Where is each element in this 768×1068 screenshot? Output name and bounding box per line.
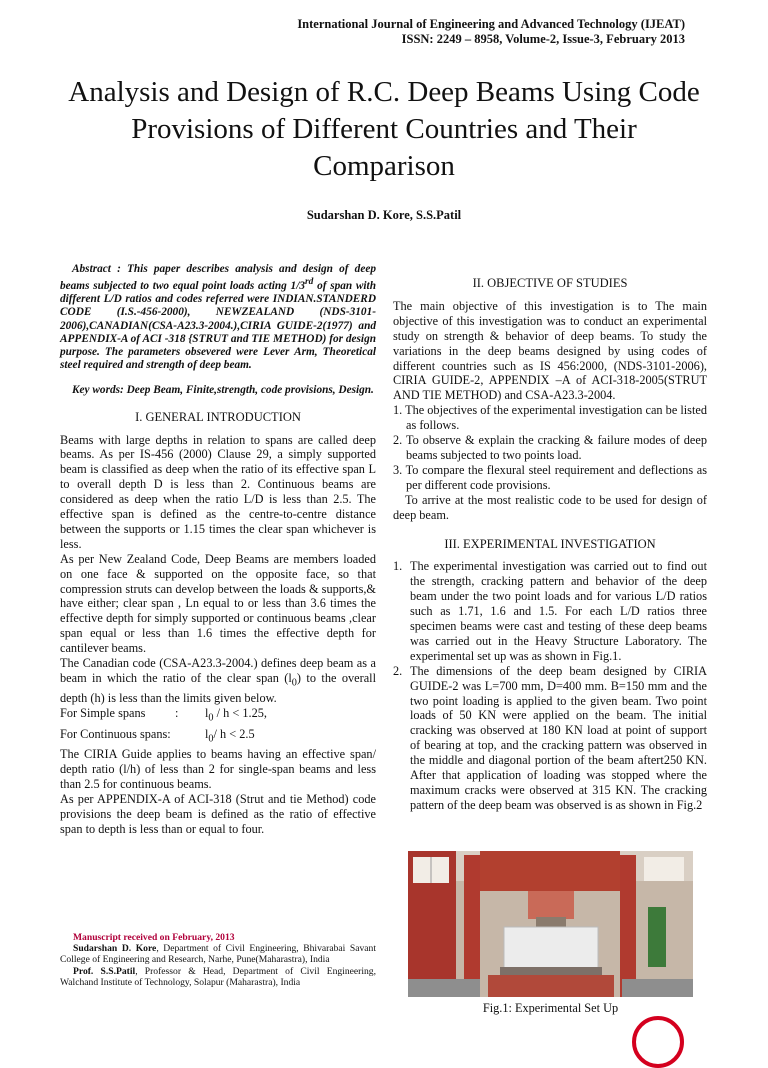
item-number: 2. bbox=[393, 663, 403, 678]
paragraph-part: The Canadian code (CSA-A23.3-2004.) defines deep beam as a beam in which the ratio of the clear span (l bbox=[60, 656, 376, 685]
limit-value bbox=[205, 727, 255, 747]
limit-value bbox=[205, 706, 267, 726]
list-item bbox=[393, 664, 707, 813]
section-heading-introduction: I. GENERAL INTRODUCTION bbox=[135, 409, 301, 424]
author-name: Sudarshan D. Kore bbox=[73, 943, 157, 955]
subscript: 0 bbox=[208, 712, 214, 724]
paragraph: To arrive at the most realistic code to be used for design of deep beam. bbox=[393, 492, 707, 522]
limit-row-simple bbox=[60, 706, 376, 726]
abstract-text bbox=[60, 263, 376, 372]
paragraph-part: ) to the overall depth (h) is less than the limits given below. bbox=[60, 671, 376, 706]
author-affiliation bbox=[60, 966, 376, 988]
affiliation-text: , Professor & Head, Department of Civil Engineering, Walchand Institute of Technology, Solapur (Maharastra), India bbox=[60, 965, 376, 988]
abstract-text-part: of span with different L/D ratios and codes referred were INDIAN.STANDERD CODE (I.S.-456-2000), NEWZEALAND (NDS-3101-2006),CANADIAN(CSA-A23.3-2004.),CIRIA GUIDE-2(1977) and APPENDIX-A of ACI -318 {STRUT and TIE METHOD) for design purpose. The parameters obsevered were Lever Arm, Theoretical steel required and strength of deep beam. bbox=[60, 279, 376, 372]
numbered-list bbox=[393, 559, 707, 812]
figure-caption: Fig.1: Experimental Set Up bbox=[482, 1001, 619, 1015]
left-column bbox=[60, 263, 376, 836]
limit-label: For Continuous spans: bbox=[60, 726, 171, 741]
paragraph: As per APPENDIX-A of ACI-318 (Strut and tie Method) code provisions the deep beam is defined as the ratio of effective span to depth is less than or equal to four. bbox=[60, 791, 376, 836]
item-text: The dimensions of the deep beam designed by CIRIA GUIDE-2 was L=700 mm, D=400 mm. B=150 mm and the two point loading is applied to the given beam. Two point loads of 50 KN were applied on the beam. The initial cracking was observed at 180 KN load at point of support of bearing at top, and the cracking pattern was observed in the middle and diagonal portion of the beam aftert250 KN. After that application of loading was stopped where the maximum cracks were observed at 315 KN. The cracking pattern of the deep beam was observed is as shown in Fig.2 bbox=[410, 663, 707, 812]
limit-label: For Simple spans bbox=[60, 706, 146, 721]
value-part: / h < 2.5 bbox=[213, 726, 255, 741]
author-name: Prof. S.S.Patil bbox=[73, 965, 136, 977]
subscript: 0 bbox=[208, 733, 214, 745]
footnote bbox=[60, 932, 376, 988]
authors: Sudarshan D. Kore, S.S.Patil bbox=[306, 208, 462, 222]
list-item: 3. To compare the flexural steel requirement and deflections as per different code provisions. bbox=[393, 462, 707, 492]
journal-issn: ISSN: 2249 – 8958, Volume-2, Issue-3, February 2013 bbox=[401, 32, 685, 46]
item-text: The experimental investigation was carried out to find out the strength, cracking pattern and behavior of the deep beam under the two point loads and for various L/D ratios such as 1.71, 1.6 and 1.5. For each L/D ratios three specimen beams were cast and testing of these deep beams was carried out in the Heavy Structure Laboratory. The experimental set up was as shown in Fig.1. bbox=[410, 559, 707, 663]
subscript: 0 bbox=[291, 677, 297, 689]
journal-header bbox=[297, 17, 685, 47]
author-affiliation bbox=[60, 943, 376, 965]
keywords: Key words: Deep Beam, Finite,strength, code provisions, Design. bbox=[72, 384, 374, 397]
section-heading-experimental: III. EXPERIMENTAL INVESTIGATION bbox=[444, 536, 656, 551]
manuscript-received: Manuscript received on February, 2013 bbox=[73, 932, 235, 943]
journal-name: International Journal of Engineering and Advanced Technology (IJEAT) bbox=[297, 17, 685, 31]
paragraph: The CIRIA Guide applies to beams having an effective span/ depth ratio (l/h) of less than 2 for single-span beams and less than 2.5 for continuous beams. bbox=[60, 746, 376, 791]
paper-title: Analysis and Design of R.C. Deep Beams Using Code Provisions of Different Countries and Their Comparison bbox=[68, 76, 700, 182]
list-item: 2. To observe & explain the cracking & failure modes of deep beams subjected to two points load. bbox=[393, 433, 707, 462]
paragraph: Beams with large depths in relation to spans are called deep beams. As per IS-456 (2000) Clause 29, a simply supported beam is classified as deep when the ratio of its effective span L to overall depth D is less than 2. Continuous beams are considered as deep when the ratio L/D is less than 2.5. The effective span is defined as the centre-to-centre distance between the supports or 1.15 times the clear span whichever is less. bbox=[60, 432, 376, 551]
value-part: / h < 1.25, bbox=[213, 706, 267, 721]
limit-separator: : bbox=[175, 706, 179, 721]
value-part: l bbox=[205, 706, 209, 721]
paragraph bbox=[60, 656, 376, 706]
item-number: 1. bbox=[393, 559, 403, 574]
list-item: 1. The objectives of the experimental investigation can be listed as follows. bbox=[393, 403, 707, 433]
abstract bbox=[60, 263, 376, 398]
section-heading-objective: II. OBJECTIVE OF STUDIES bbox=[472, 276, 628, 290]
paragraph: As per New Zealand Code, Deep Beams are members loaded on one face & supported on the opposite face, so that compression struts can develop between the loads & supports,& have either; clear span , Ln equal to or less than 3.6 times the effective depth for simply supported or continuous beams ,clear span equal or less than 1.6 times the effective depth for cantilever beams. bbox=[60, 551, 376, 656]
experimental-setup-photo bbox=[408, 851, 693, 997]
paragraph: The main objective of this investigation is to The main objective of this investigation was to conduct an experimental study on strength & behavior of deep beams. To study the variations in the deep beams designed by using codes of different countries such as IS 456:2000, (NDS-3101-2006), CIRIA GUIDE-2, APPENDIX –A of ACI-318-2005(STRUT AND TIE METHOD) and CSA-A23.3-2004. bbox=[393, 298, 707, 403]
superscript: rd bbox=[304, 277, 314, 288]
right-column bbox=[393, 276, 707, 813]
abstract-text-part: Abstract : This paper describes analysis and design of deep beams subjected to two equal point loads acting 1/3 bbox=[60, 263, 376, 292]
affiliation-text: , Department of Civil Engineering, Bhivarabai Savant College of Engineering and Research, Narhe, Pune(Maharastra), India bbox=[60, 943, 376, 966]
limit-row-continuous bbox=[60, 727, 376, 747]
photo-illustration bbox=[408, 851, 693, 997]
value-part: l bbox=[205, 726, 209, 741]
list-item bbox=[393, 559, 707, 663]
